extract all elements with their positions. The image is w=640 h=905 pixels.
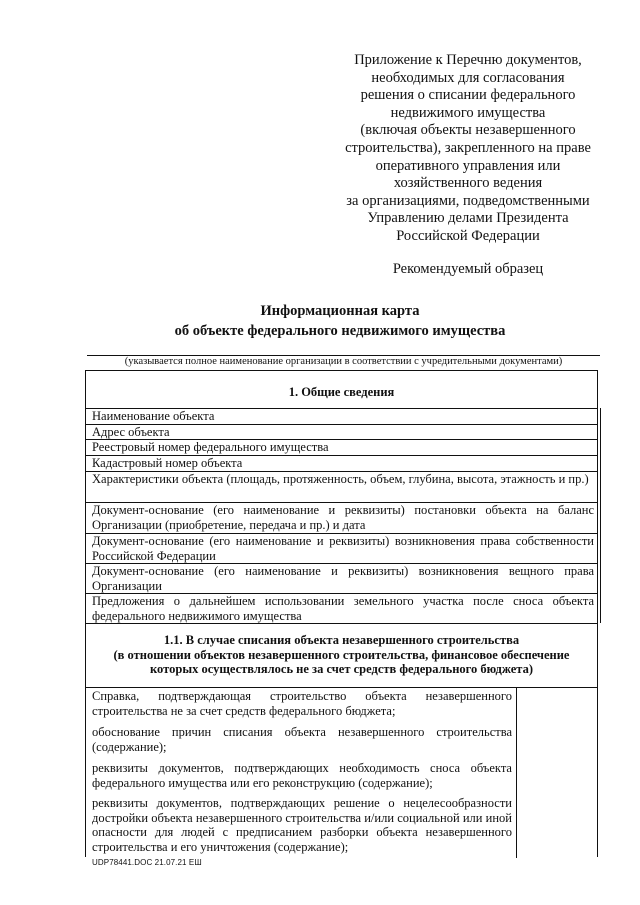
appendix-line: недвижимого имущества	[390, 104, 546, 121]
title-line-2: об объекте федерального недвижимого имущества	[174, 323, 506, 339]
appendix-line: Российской Федерации	[396, 227, 540, 244]
section-1-heading: 1. Общие сведения	[288, 385, 395, 399]
item-text: реквизиты документов, подтверждающих необходимость сноса объекта федерального имущества или его реконструкцию (содержание);	[92, 761, 512, 790]
row-divider	[86, 687, 597, 688]
row-label: Адрес объекта	[92, 425, 170, 439]
row-label: Документ-основание (его наименование и реквизиты) возникновения права собственности Российской Федерации	[92, 534, 594, 563]
appendix-line: необходимых для согласования	[371, 69, 565, 86]
document-footer: UDP78441.DOC 21.07.21 ЕШ	[92, 858, 202, 867]
value-column-line	[600, 408, 601, 623]
value-column-line	[516, 687, 517, 858]
organization-caption: (указывается полное наименование организации в соответствии с учредительными документами)	[124, 356, 563, 367]
heading-line: (в отношении объектов незавершенного строительства, финансовое обеспечение	[113, 647, 570, 662]
row-label: Кадастровый номер объекта	[92, 456, 243, 470]
appendix-line: решения о списании федерального	[360, 87, 576, 104]
row-label: Документ-основание (его наименование и реквизиты) постановки объекта на баланс Организации (приобретение, передача и пр.) и дата	[92, 503, 594, 532]
appendix-line: строительства), закрепленного на праве	[345, 139, 591, 156]
title-line-1: Информационная карта	[260, 303, 420, 319]
row-label: Предложения о дальнейшем использовании земельного участка после сноса объекта федерального недвижимого имущества	[92, 594, 594, 623]
item-text: Справка, подтверждающая строительство объекта незавершенного строительства не за счет средств федерального бюджета;	[92, 689, 512, 718]
row-label: Наименование объекта	[92, 409, 215, 423]
document-title	[80, 301, 600, 341]
item-text: обоснование причин списания объекта незавершенного строительства (содержание);	[92, 725, 512, 754]
section-1-1-heading	[86, 633, 597, 677]
row-divider	[86, 623, 597, 624]
row-label: Реестровый номер федерального имущества	[92, 440, 329, 454]
row-label: Характеристики объекта (площадь, протяженность, объем, глубина, высота, этажность и пр.)	[92, 472, 589, 486]
appendix-header	[318, 52, 618, 246]
row-label: Документ-основание (его наименование и реквизиты) возникновения вещного права Организации	[92, 564, 594, 593]
appendix-line: за организациями, подведомственными	[346, 192, 590, 209]
appendix-line: Управлению делами Президента	[367, 210, 569, 227]
sample-label: Рекомендуемый образец	[392, 261, 544, 277]
appendix-line: хозяйственного ведения	[393, 175, 543, 192]
appendix-line: (включая объекты незавершенного	[360, 122, 576, 139]
item-text: реквизиты документов, подтверждающих решение о нецелесообразности достройки объекта незавершенного строительства и/или социальной или иной опасности для людей с предписанием разборки объекта незавершенного строительства и его уничтожения (содержание);	[92, 796, 512, 854]
heading-line: которых осуществлялось не за счет средств федерального бюджета)	[150, 662, 533, 676]
info-table	[85, 370, 598, 857]
appendix-line: Приложение к Перечню документов,	[354, 52, 582, 68]
appendix-line: оперативного управления или	[375, 157, 561, 174]
heading-line: 1.1. В случае списания объекта незавершенного строительства	[163, 633, 520, 647]
